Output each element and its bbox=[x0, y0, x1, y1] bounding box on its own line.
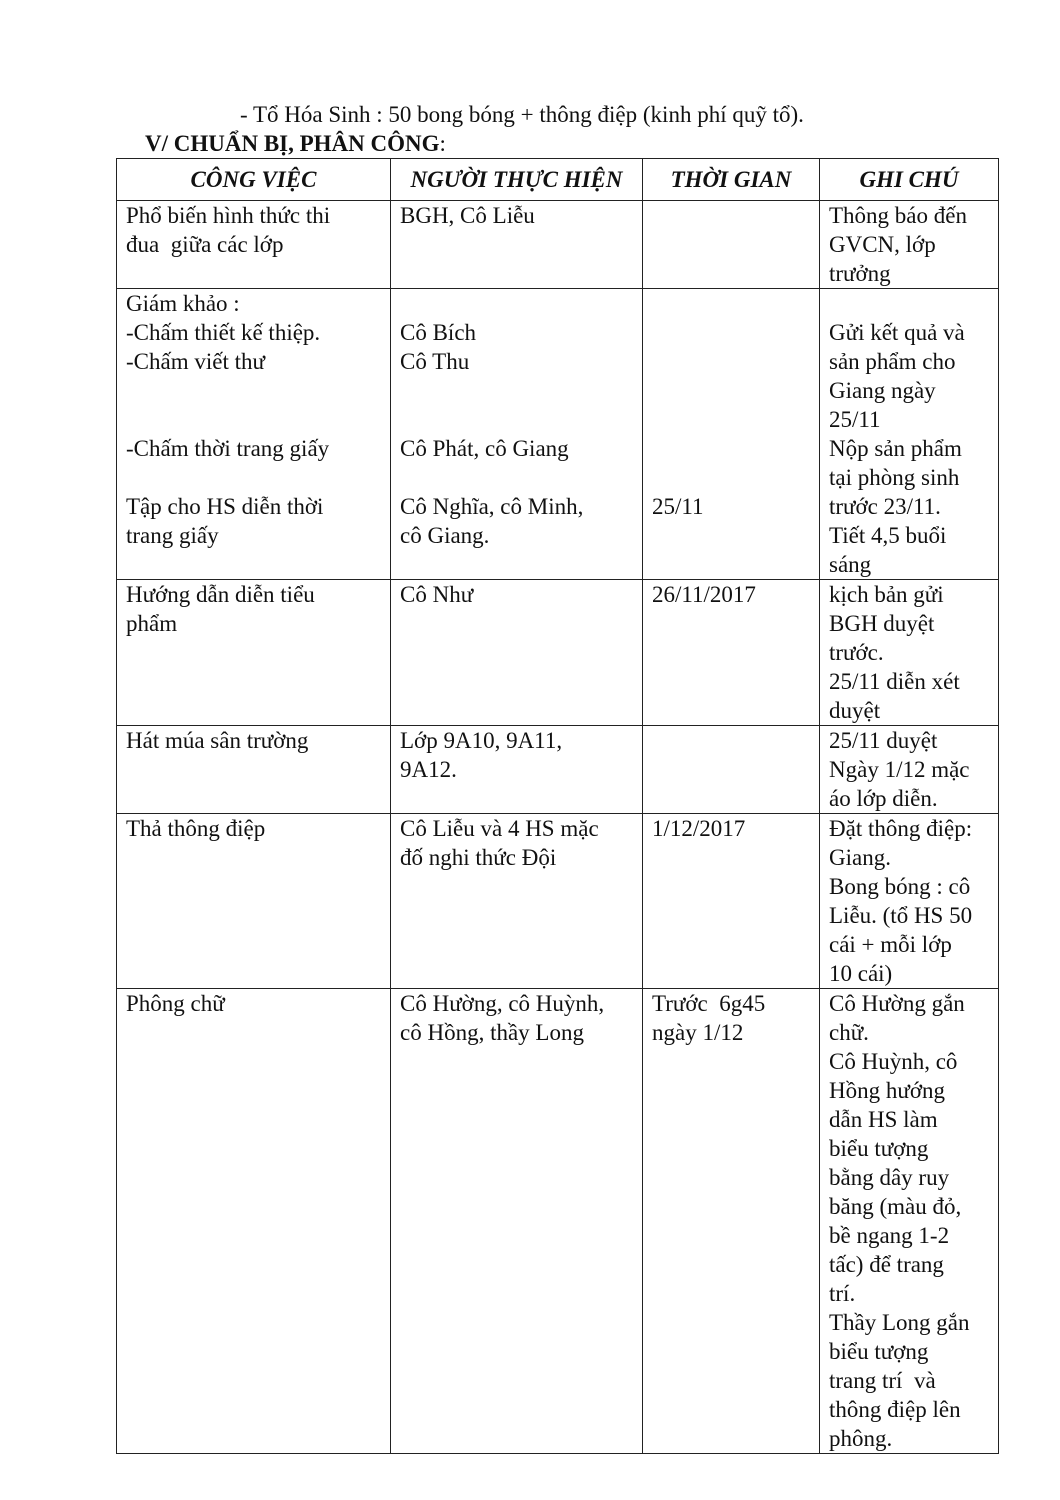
cell-line: Ngày 1/12 mặc bbox=[829, 757, 970, 782]
cell-line: Liễu. (tổ HS 50 bbox=[829, 903, 973, 928]
section-heading-text: V/ CHUẨN BỊ, PHÂN CÔNG bbox=[145, 131, 440, 156]
people-cell bbox=[391, 726, 643, 814]
cell-line: cô Hồng, thầy Long bbox=[400, 1020, 584, 1045]
table-row bbox=[117, 289, 999, 580]
cell-line: duyệt bbox=[829, 698, 881, 723]
cell-line: Đặt thông điệp: bbox=[829, 816, 973, 841]
time-cell bbox=[643, 201, 820, 289]
time-cell bbox=[643, 814, 820, 989]
cell-line bbox=[400, 405, 634, 434]
cell-line: chữ. bbox=[829, 1020, 869, 1045]
cell-line: 25/11 bbox=[652, 494, 704, 519]
cell-line: trước 23/11. bbox=[829, 494, 941, 519]
cell-line: tại phòng sinh bbox=[829, 465, 960, 490]
cell-line: cái + mỗi lớp bbox=[829, 932, 952, 957]
task-cell bbox=[117, 580, 391, 726]
cell-line: Cô Liễu và 4 HS mặc bbox=[400, 816, 599, 841]
cell-line bbox=[652, 318, 811, 347]
cell-line: 10 cái) bbox=[829, 961, 893, 986]
section-heading-colon: : bbox=[439, 131, 446, 156]
cell-line: bề ngang 1-2 bbox=[829, 1223, 950, 1248]
cell-line: thông điệp lên bbox=[829, 1397, 961, 1422]
cell-line: tấc) để trang bbox=[829, 1252, 944, 1277]
cell-line: trang trí và bbox=[829, 1368, 936, 1393]
people-cell bbox=[391, 989, 643, 1454]
task-cell bbox=[117, 989, 391, 1454]
table-row bbox=[117, 201, 999, 289]
cell-line: biểu tượng bbox=[829, 1136, 929, 1161]
cell-line: dẫn HS làm bbox=[829, 1107, 938, 1132]
people-cell bbox=[391, 814, 643, 989]
cell-line bbox=[652, 405, 811, 434]
cell-line: -Chấm thời trang giấy bbox=[126, 436, 330, 461]
cell-line: Phổ biến hình thức thi bbox=[126, 203, 331, 228]
cell-line: Lớp 9A10, 9A11, bbox=[400, 728, 563, 753]
cell-line: 25/11 bbox=[829, 407, 881, 432]
task-cell bbox=[117, 814, 391, 989]
time-cell bbox=[643, 989, 820, 1454]
cell-line: Giang ngày bbox=[829, 378, 936, 403]
cell-line: Cô Như bbox=[400, 582, 474, 607]
cell-line bbox=[400, 376, 634, 405]
note-cell bbox=[820, 814, 999, 989]
cell-line: ngày 1/12 bbox=[652, 1020, 744, 1045]
cell-line: trang giấy bbox=[126, 523, 219, 548]
cell-line bbox=[652, 347, 811, 376]
people-cell bbox=[391, 201, 643, 289]
table-header-row bbox=[117, 159, 999, 201]
header-ghi-chu: GHI CHÚ bbox=[820, 159, 999, 201]
note-cell bbox=[820, 726, 999, 814]
cell-line: GVCN, lớp bbox=[829, 232, 936, 257]
cell-line: -Chấm viết thư bbox=[126, 349, 265, 374]
cell-line: 25/11 duyệt bbox=[829, 728, 938, 753]
header-thoi-gian: THỜI GIAN bbox=[643, 159, 820, 201]
cell-line: Gửi kết quả và bbox=[829, 320, 965, 345]
cell-line: Cô Bích bbox=[400, 320, 477, 345]
note-cell bbox=[820, 989, 999, 1454]
cell-line: Hát múa sân trường bbox=[126, 728, 309, 753]
cell-line: Cô Thu bbox=[400, 349, 470, 374]
task-cell bbox=[117, 201, 391, 289]
cell-line: Tiết 4,5 buổi bbox=[829, 523, 947, 548]
cell-line: 25/11 diễn xét bbox=[829, 669, 960, 694]
cell-line: Hồng hướng bbox=[829, 1078, 945, 1103]
cell-line: phẩm bbox=[126, 611, 178, 636]
cell-line: -Chấm thiết kế thiệp. bbox=[126, 320, 321, 345]
task-cell bbox=[117, 289, 391, 580]
cell-line: Tập cho HS diễn thời bbox=[126, 494, 324, 519]
assignment-table bbox=[116, 158, 999, 1454]
cell-line bbox=[126, 405, 382, 434]
cell-line bbox=[652, 289, 811, 318]
cell-line: sản phẩm cho bbox=[829, 349, 956, 374]
section-heading bbox=[145, 129, 446, 158]
cell-line bbox=[400, 289, 634, 318]
table-row bbox=[117, 580, 999, 726]
time-cell bbox=[643, 726, 820, 814]
cell-line: BGH, Cô Liễu bbox=[400, 203, 535, 228]
cell-line: 9A12. bbox=[400, 757, 457, 782]
cell-line: đua giữa các lớp bbox=[126, 232, 284, 257]
cell-line: biểu tượng bbox=[829, 1339, 929, 1364]
note-cell bbox=[820, 289, 999, 580]
cell-line: Hướng dẫn diễn tiểu bbox=[126, 582, 315, 607]
cell-line bbox=[400, 463, 634, 492]
cell-line: trí. bbox=[829, 1281, 856, 1306]
cell-line bbox=[126, 463, 382, 492]
task-cell bbox=[117, 726, 391, 814]
cell-line: sáng bbox=[829, 552, 872, 577]
cell-line bbox=[652, 376, 811, 405]
table-row bbox=[117, 989, 999, 1454]
note-cell bbox=[820, 201, 999, 289]
cell-line: Giám khảo : bbox=[126, 291, 240, 316]
header-cong-viec: CÔNG VIỆC bbox=[117, 159, 391, 201]
table-row bbox=[117, 726, 999, 814]
cell-line: Cô Hường, cô Huỳnh, bbox=[400, 991, 605, 1016]
cell-line: Thả thông điệp bbox=[126, 816, 266, 841]
cell-line: Cô Huỳnh, cô bbox=[829, 1049, 958, 1074]
cell-line: Giang. bbox=[829, 845, 891, 870]
people-cell bbox=[391, 289, 643, 580]
cell-line: đố nghi thức Đội bbox=[400, 845, 557, 870]
cell-line: Thầy Long gắn bbox=[829, 1310, 970, 1335]
cell-line: Cô Hường gắn bbox=[829, 991, 965, 1016]
cell-line: Cô Phát, cô Giang bbox=[400, 436, 569, 461]
cell-line: phông. bbox=[829, 1426, 893, 1451]
cell-line: Phông chữ bbox=[126, 991, 225, 1016]
cell-line bbox=[126, 376, 382, 405]
table-row bbox=[117, 814, 999, 989]
cell-line: áo lớp diễn. bbox=[829, 786, 938, 811]
cell-line bbox=[829, 289, 990, 318]
cell-line: BGH duyệt bbox=[829, 611, 935, 636]
cell-line: kịch bản gửi bbox=[829, 582, 944, 607]
cell-line: bằng dây ruy bbox=[829, 1165, 950, 1190]
time-cell bbox=[643, 580, 820, 726]
cell-line: Nộp sản phẩm bbox=[829, 436, 962, 461]
cell-line: Bong bóng : cô bbox=[829, 874, 971, 899]
cell-line bbox=[652, 463, 811, 492]
note-cell bbox=[820, 580, 999, 726]
cell-line: cô Giang. bbox=[400, 523, 490, 548]
people-cell bbox=[391, 580, 643, 726]
time-cell bbox=[643, 289, 820, 580]
cell-line: Trước 6g45 bbox=[652, 991, 766, 1016]
header-nguoi-thuc-hien: NGƯỜI THỰC HIỆN bbox=[391, 159, 643, 201]
cell-line: Cô Nghĩa, cô Minh, bbox=[400, 494, 584, 519]
intro-line: - Tổ Hóa Sinh : 50 bong bóng + thông điệp (kinh phí quỹ tổ). bbox=[240, 102, 804, 127]
cell-line: trưởng bbox=[829, 261, 891, 286]
cell-line: băng (màu đỏ, bbox=[829, 1194, 962, 1219]
cell-line: trước. bbox=[829, 640, 884, 665]
cell-line: 26/11/2017 bbox=[652, 582, 756, 607]
cell-line: Thông báo đến bbox=[829, 203, 967, 228]
cell-line: 1/12/2017 bbox=[652, 816, 746, 841]
cell-line bbox=[652, 434, 811, 463]
